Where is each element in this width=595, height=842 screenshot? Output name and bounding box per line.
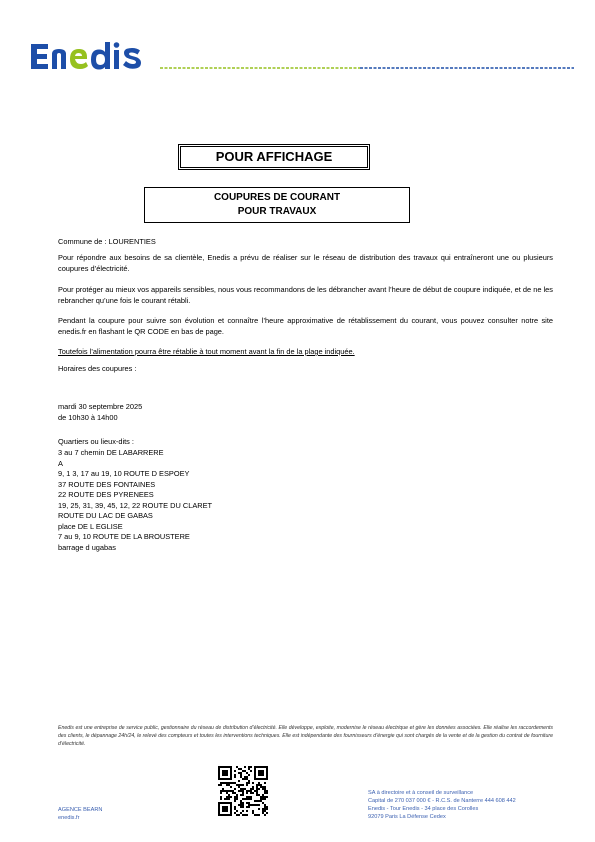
enedis-logo	[29, 40, 159, 72]
qr-code[interactable]	[218, 766, 268, 816]
brand-line-decoration	[160, 66, 574, 70]
title-box	[178, 144, 370, 170]
legal-line: SA à directoire et à conseil de surveillance	[368, 790, 474, 796]
list-item: barrage d ugabas	[58, 542, 116, 552]
list-item: 22 ROUTE DES PYRENEES	[58, 490, 154, 499]
paragraph-follow: Pendant la coupure pour suivre son évolution et connaître l’heure approximative de rétablissement du courant, vous pouvez consulter notre site enedis.fr en flashant le QR CODE en bas de page.	[58, 316, 553, 336]
legal-line: Capital de 270 037 000 € - R.C.S. de Nanterre 444 608 442	[368, 798, 516, 804]
list-item: ROUTE DU LAC DE GABAS	[58, 511, 153, 520]
horaires-label: Horaires des coupures :	[58, 364, 137, 373]
agency-name: AGENCE BEARN	[58, 807, 103, 813]
page-title: POUR AFFICHAGE	[215, 149, 333, 164]
outage-time: de 10h30 à 14h00	[58, 413, 118, 422]
list-item: place DE L EGLISE	[58, 521, 123, 531]
places-list	[58, 448, 553, 553]
footer-note: Enedis est une entreprise de service public, gestionnaire du réseau de distribution d’électricité. Elle développe, exploite, modernise le réseau électrique et gère les données associées. Elle réalise les raccordements des clients, le dépannage 24h/24, le relevé des compteurs et toutes les interventions techniques. Elle est indépendante des fournisseurs d’énergie qui sont chargés de la vente et de la gestion du contrat de fourniture d’électricité.	[58, 725, 553, 747]
list-item: A	[58, 458, 63, 468]
list-item: 3 au 7 chemin DE LABARRERE	[58, 448, 164, 457]
paragraph-intro: Pour répondre aux besoins de sa clientèle, Enedis a prévu de réaliser sur le réseau de distribution des travaux qui entraîneront une ou plusieurs coupures d’électricité.	[58, 253, 553, 273]
legal-line: Enedis - Tour Enedis - 34 place des Corolles	[368, 806, 479, 812]
subtitle-line-1: COUPURES DE COURANT	[213, 192, 341, 203]
website-link[interactable]: enedis.fr	[58, 815, 80, 821]
legal-line: 92079 Paris La Défense Cedex	[368, 814, 446, 820]
paragraph-warning: Toutefois l’alimentation pourra être rétablie à tout moment avant la fin de la plage indiquée.	[58, 347, 355, 356]
subtitle-box	[144, 187, 410, 223]
list-item: 19, 25, 31, 39, 45, 12, 22 ROUTE DU CLARET	[58, 500, 213, 510]
list-item: 9, 1 3, 17 au 19, 10 ROUTE D ESPOEY	[58, 469, 190, 478]
list-item: 37 ROUTE DES FONTAINES	[58, 479, 156, 489]
list-item: 7 au 9, 10 ROUTE DE LA BROUSTERE	[58, 532, 190, 541]
commune-label: Commune de : LOURENTIES	[58, 237, 156, 246]
legal-block	[368, 789, 516, 821]
agency-block	[58, 806, 102, 822]
outage-date: mardi 30 septembre 2025	[58, 402, 143, 411]
quartiers-label: Quartiers ou lieux-dits :	[58, 437, 134, 446]
paragraph-protect: Pour protéger au mieux vos appareils sensibles, nous vous recommandons de les débrancher avant l’heure de début de coupure indiquée, et de ne les rebrancher qu’une fois le courant rétabli.	[58, 285, 553, 305]
subtitle-line-2: POUR TRAVAUX	[237, 206, 317, 217]
